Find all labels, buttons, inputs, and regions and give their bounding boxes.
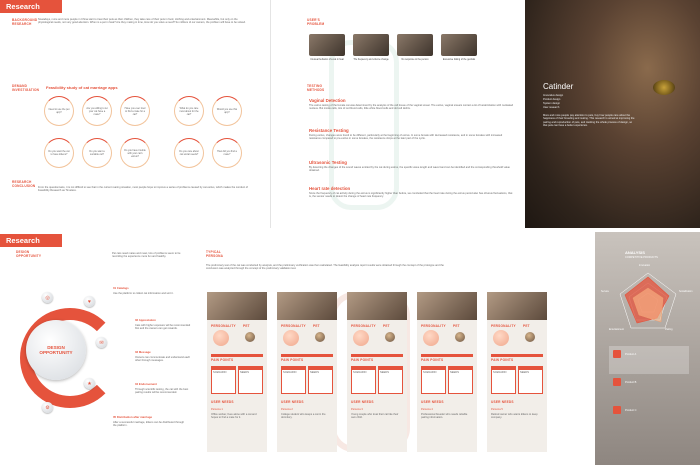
persona-text: Office worker, lives alone with a cat and hopes to find a mate for it. — [211, 413, 257, 420]
problem-photo-2 — [353, 34, 389, 56]
method-text: By detecting the changes of the sound waves emitted by the cat during estrus, the specific wave length and wave band can be identified and the corresponding threshold value obtained. — [309, 166, 510, 173]
persona-column — [417, 292, 477, 452]
persona-photo — [277, 292, 337, 320]
needs-label: NEEDS — [450, 371, 459, 374]
pain-points-bar — [281, 354, 333, 357]
radar-axis-label: Service — [601, 290, 609, 293]
survey-circle: How did you find a mate? — [212, 138, 242, 168]
persona-text: Retired owner who wants kittens to keep company. — [491, 413, 538, 420]
pet-avatar — [245, 332, 255, 342]
analysis-sub: COMPETITIVE PRODUCTS — [625, 256, 658, 259]
feasibility-title: Feasibility study of cat marriage apps — [46, 85, 118, 90]
persona-photo — [347, 292, 407, 320]
persona-photo — [207, 292, 267, 320]
radar-axis-label: Entertainment — [609, 328, 624, 331]
design-opportunity-label: DESIGN OPPORTUNITY — [16, 250, 42, 258]
opportunity-center-label: DESIGN OPPORTUNITY — [39, 345, 73, 355]
persona-avatar — [493, 330, 509, 346]
step-text: Owners can communicate and understand each other through messages. — [135, 356, 191, 363]
scenario-label: SCENARIO — [213, 371, 227, 374]
background-research-label: BACKGROUND RESEARCH — [12, 18, 38, 26]
problem-photo-4 — [441, 34, 477, 56]
heart-icon: ♥ — [84, 296, 95, 307]
step-title: 03 Message — [135, 350, 151, 354]
persona-name: Persona 1 — [211, 408, 223, 411]
persona-avatar — [423, 330, 439, 346]
persona-intro: The preliminary test of the cat was conducted by analysis, and the preliminary verification was then calculated. The feasibility analysis report results were obtained through the concept of the prototype and the conclusion was analyzed through the concept of the preliminary validation test. — [206, 264, 444, 271]
step-title: 05 Distribution after marriage — [113, 415, 153, 419]
header-research: Research — [0, 234, 62, 247]
method-text: Since the frequency of cat activity during the estrus is significantly higher than before, we concluded that the heart rate during the estrus period also has obvious fluctuations, that is, the sensor needs to detect the change of heart rate frequency. — [309, 192, 513, 199]
persona-avatar — [353, 330, 369, 346]
research-conclusion-text: From the questionnaire, it is not difficult to see that in the current rearing situation, most people hope to improve a series of problems caused by cat estrus, which makes the conduct of Feasibility Research as Timeless. — [38, 186, 248, 193]
method-title: Heart rate detection — [309, 186, 351, 191]
scenario-box — [351, 366, 376, 394]
persona-name: Persona 3 — [351, 408, 363, 411]
needs-box — [518, 366, 543, 394]
personality-label: PERSONALITY — [491, 324, 516, 328]
pet-avatar — [315, 332, 325, 342]
needs-boxes — [281, 366, 333, 394]
pain-points-label: PAIN POINTS — [351, 358, 374, 362]
personality-label: PERSONALITY — [421, 324, 446, 328]
survey-circle: Do you care about cat social needs? — [174, 138, 204, 168]
survey-circle: Do you have trouble with your cat's estrus? — [120, 138, 150, 168]
persona-text: Young couple who treat their cat like their own child. — [351, 413, 399, 420]
pet-avatar — [455, 332, 465, 342]
survey-circle: Are you willing to let your cat have a mate? — [82, 96, 112, 126]
problem-photo-3 — [397, 34, 433, 56]
brand-line: Product design — [543, 98, 561, 101]
method-title: Resistance Testing — [309, 128, 349, 133]
catalog-icon: ◎ — [42, 292, 53, 303]
brand-line: User research — [543, 106, 560, 109]
user-needs-label: USER NEEDS — [421, 400, 444, 404]
needs-box — [448, 366, 473, 394]
step-text: Cats with higher exposure will be recommended first and the owners can get rewards. — [135, 324, 191, 331]
scenario-box — [281, 366, 306, 394]
survey-circle: Do you want a sociable cat? — [82, 138, 112, 168]
legend-label: Product A — [625, 353, 637, 356]
needs-box — [308, 366, 333, 394]
persona-photo — [487, 292, 547, 320]
survey-circle: Have you ever tried to find a mate for a cat? — [120, 96, 150, 126]
step-text: Through scientific testing, the cat with the best pairing results will be recommended. — [135, 388, 189, 395]
header-research: Research — [0, 0, 62, 13]
persona-text: College student who keeps a cat in the dormitory. — [281, 413, 326, 420]
needs-boxes — [351, 366, 403, 394]
scenario-label: SCENARIO — [423, 371, 437, 374]
product-a-icon — [613, 350, 621, 358]
brand-name: Catinder — [543, 82, 574, 91]
needs-label: NEEDS — [380, 371, 389, 374]
opportunity-center — [26, 320, 86, 380]
brand-line: Innovative design — [543, 94, 564, 97]
step-text: Use the platform to collect cat information and sort it. — [113, 292, 174, 295]
message-icon: ✉ — [96, 337, 107, 348]
scenario-label: SCENARIO — [353, 371, 367, 374]
step-title: 01 Catalogs — [113, 286, 129, 290]
user-needs-label: USER NEEDS — [351, 400, 374, 404]
survey-circle: What do you care most about for the cat? — [174, 96, 204, 126]
method-title: Ultrasonic Testing — [309, 160, 347, 165]
pain-points-label: PAIN POINTS — [491, 358, 514, 362]
spread-top — [0, 0, 700, 228]
share-icon: ⚙ — [42, 402, 53, 413]
watermark-logo — [329, 40, 399, 210]
step-title: 04 Endorsement — [135, 382, 157, 386]
radar-axis-label: Socialization — [679, 290, 693, 293]
pet-label: PET — [523, 324, 530, 328]
background-research-text: Nowadays, more and more people in China start to treat their pets as their children, they take care of their pets in food, clothing and entertainment. Meanwhile, but only on the physiological needs, not very good attention. When is a pet in heat? Are they mating in time, How do you solve a need? So millions of our owners, the problem will have to be solved. — [38, 18, 246, 25]
user-needs-label: USER NEEDS — [491, 400, 514, 404]
pain-points-label: PAIN POINTS — [281, 358, 304, 362]
problem-caption: No response to the person — [401, 59, 429, 61]
product-c-icon — [613, 406, 621, 414]
personality-label: PERSONALITY — [211, 324, 236, 328]
scenario-label: SCENARIO — [493, 371, 507, 374]
page-3-cover — [525, 0, 700, 228]
persona-name: Persona 4 — [421, 408, 433, 411]
persona-column — [347, 292, 407, 452]
problem-caption: Unusual behavior of a cat in heat — [310, 59, 344, 61]
step-title: 02 Appreciation — [135, 318, 156, 322]
persona-photo — [417, 292, 477, 320]
needs-boxes — [211, 366, 263, 394]
pet-label: PET — [383, 324, 390, 328]
brand-text: More and more people pay attention to pets, buy how people care about the happiness of their breeding and mating. This research is aimed at improving the pairing and reproduction of pets, and tracking the whole process of design, so that pets can have a better experience. — [543, 114, 635, 128]
analysis-panel — [595, 232, 700, 465]
method-text: During estrus, changes were found to be different, particularly at the beginning of estrus. In some female with decreased resistance, and in some females with increased resistance compared to pre-estrus in some females, the resistance drops at the later part of the cycle. — [309, 134, 503, 141]
pet-label: PET — [243, 324, 250, 328]
persona-avatar — [213, 330, 229, 346]
persona-name: Persona 2 — [281, 408, 293, 411]
persona-avatar — [283, 330, 299, 346]
step-text: After a successful marriage, kittens can be distributed through the platform. — [113, 421, 185, 428]
persona-column — [487, 292, 547, 452]
persona-name: Persona 5 — [491, 408, 503, 411]
radar-axis-label: Pairing — [665, 328, 673, 331]
pain-points-bar — [491, 354, 543, 357]
pet-label: PET — [453, 324, 460, 328]
testing-methods-label: TESTING METHODS — [307, 84, 325, 92]
page-2 — [270, 0, 525, 228]
users-problem-label: USER'S PROBLEM — [307, 18, 325, 26]
persona-column — [277, 292, 337, 452]
analysis-label: ANALYSIS — [625, 250, 645, 255]
user-needs-label: USER NEEDS — [281, 400, 304, 404]
typical-persona-label: TYPICAL PERSONA — [206, 250, 224, 258]
needs-label: NEEDS — [520, 371, 529, 374]
needs-box — [378, 366, 403, 394]
user-needs-label: USER NEEDS — [211, 400, 234, 404]
needs-boxes — [491, 366, 543, 394]
radar-axis-label: Innovation — [639, 264, 651, 267]
scenario-label: SCENARIO — [283, 371, 297, 374]
brand-line: System design — [543, 102, 561, 105]
pain-points-bar — [211, 354, 263, 357]
pain-points-bar — [351, 354, 403, 357]
survey-circle: Do you want the cat to have kittens? — [44, 138, 74, 168]
pain-points-label: PAIN POINTS — [421, 358, 444, 362]
design-opportunity-intro: Pet cats need mates and meet, lots of problems seem to be recording the experience more fun and healthy. — [112, 252, 181, 259]
research-conclusion-label: RESEARCH CONCLUSION — [12, 180, 36, 188]
method-title: Vaginal Detection — [309, 98, 346, 103]
legend-label: Product B — [625, 381, 637, 384]
problem-caption: Excessive licking of the genitals — [442, 59, 476, 61]
page-1 — [0, 0, 270, 228]
survey-circle: Would you use this app? — [212, 96, 242, 126]
problem-caption: The frequency and volume change — [353, 59, 389, 61]
pain-points-label: PAIN POINTS — [211, 358, 234, 362]
legend-row — [609, 346, 689, 374]
pet-label: PET — [313, 324, 320, 328]
pet-avatar — [385, 332, 395, 342]
survey-circle: Need to use the pet app? — [44, 96, 74, 126]
cat-eye-icon — [653, 80, 675, 95]
personality-label: PERSONALITY — [351, 324, 376, 328]
persona-text: Professional breeder who needs reliable pairing information. — [421, 413, 468, 420]
badge-icon: ★ — [84, 378, 95, 389]
legend-label: Product C — [625, 409, 637, 412]
scenario-box — [421, 366, 446, 394]
method-text: The estrus testing of the female cat was determined by the analysis of the cell tissue of the vaginal smear. The estrus, vaginal smears contain a lot of keratinization with nucleated nucleus. But inside cells, lots of red blood cells, little white blood cells and old cell debris. — [309, 104, 514, 111]
needs-label: NEEDS — [240, 371, 249, 374]
persona-column — [207, 292, 267, 452]
needs-boxes — [421, 366, 473, 394]
scenario-box — [211, 366, 236, 394]
needs-box — [238, 366, 263, 394]
scenario-box — [491, 366, 516, 394]
pet-avatar — [525, 332, 535, 342]
pain-points-bar — [421, 354, 473, 357]
problem-photo-1 — [309, 34, 345, 56]
product-b-icon — [613, 378, 621, 386]
demand-investigation-label: DEMAND INVESTIGATION — [12, 84, 40, 92]
needs-label: NEEDS — [310, 371, 319, 374]
personality-label: PERSONALITY — [281, 324, 306, 328]
